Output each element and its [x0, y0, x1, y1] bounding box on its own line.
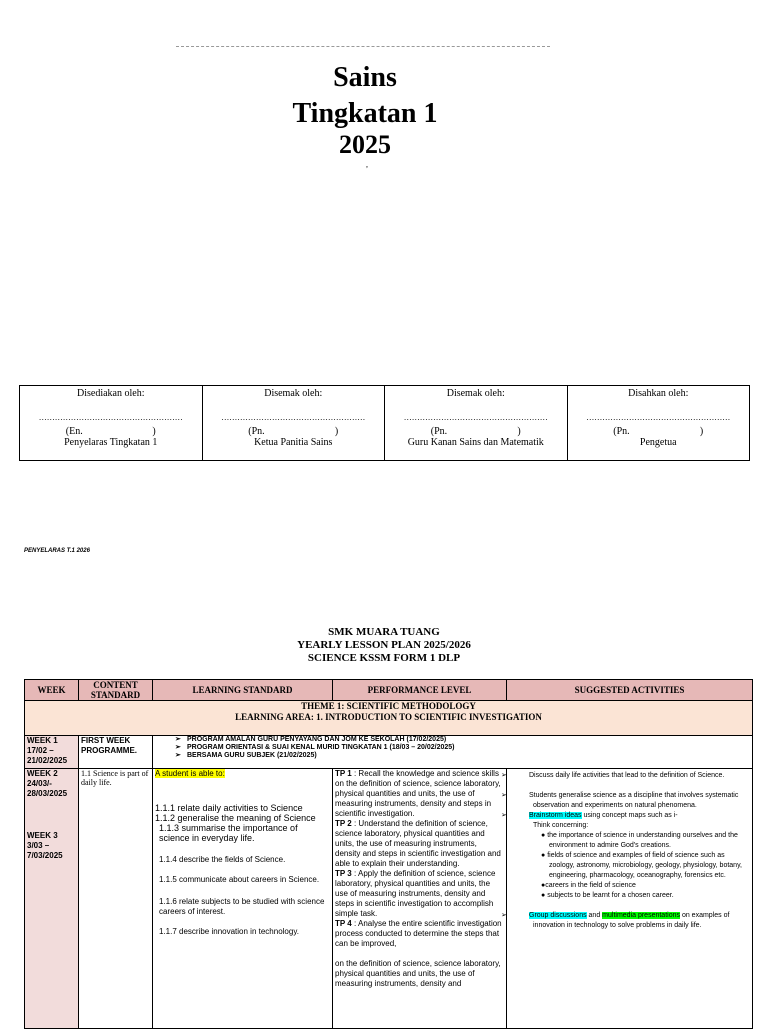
list-item: ➢ PROGRAM ORIENTASI & SUAI KENAL MURID TINGKATAN 1 (18/03 – 20/02/2025) — [175, 744, 455, 751]
signature-cell — [202, 386, 385, 461]
signature-role: Penyelaras Tingkatan 1 — [64, 437, 158, 448]
learning-area: LEARNING AREA: 1. INTRODUCTION TO SCIENTIFIC INVESTIGATION — [235, 712, 542, 722]
signature-label: Disemak oleh: — [446, 388, 505, 399]
list-item: ➢ Brainstorm ideas using concept maps such as i- — [501, 812, 678, 819]
content-standard: 1.1 Science is part of daily life. — [79, 769, 153, 1029]
plan-subject: SCIENCE KSSM FORM 1 DLP — [307, 652, 461, 664]
list-item: ➢ Students generalise science as a discipline that involves systematic observation and experiments on natural phenomena. — [501, 792, 739, 809]
column-header-performance: PERFORMANCE LEVEL — [333, 680, 507, 701]
coordinator-tag: PENYELARAS T.1 2026 — [24, 548, 90, 554]
list-item: ● the importance of science in understanding ourselves and the environment to admire God's creations. — [541, 832, 738, 849]
signature-line: ……………………………………………… — [586, 413, 731, 422]
arrow-bullet-icon: ➢ — [501, 772, 507, 779]
signature-line: ……………………………………………… — [221, 413, 366, 422]
list-item: 1.1.4 describe the fields of Science. — [159, 855, 286, 864]
column-header-learning: LEARNING STANDARD — [153, 680, 333, 701]
list-item: TP 3 : Apply the definition of science, science laboratory, physical quantities and units, the use of measuring instruments, density and steps in scientific investigation to accomplish simple task. — [335, 869, 496, 918]
arrow-bullet-icon: ➢ — [175, 736, 181, 743]
learning-intro: A student is able to: — [155, 769, 225, 778]
name-suffix: ) — [152, 426, 156, 437]
cover-subject: Sains — [333, 62, 397, 93]
arrow-bullet-icon: ➢ — [175, 752, 181, 759]
list-item: ● subjects to be learnt for a chosen career. — [541, 892, 674, 899]
week-cell — [25, 769, 79, 1029]
arrow-bullet-icon: ➢ — [501, 912, 507, 919]
learning-standards — [153, 769, 333, 1029]
signature-line: ……………………………………………… — [403, 413, 548, 422]
theme-banner — [25, 701, 753, 736]
name-prefix: (Pn. — [248, 426, 265, 437]
cover-year: 2025 — [339, 130, 391, 159]
arrow-bullet-icon: ➢ — [501, 812, 507, 819]
school-name: SMK MUARA TUANG — [328, 626, 440, 638]
name-prefix: (Pn. — [613, 426, 630, 437]
signature-line: ……………………………………………… — [38, 413, 183, 422]
signature-cell — [20, 386, 203, 461]
list-item: TP 2 : Understand the definition of science, science laboratory, physical quantities and units, the use of measuring instruments, density and steps in scientific investigation and able to explain their understanding. — [335, 819, 501, 868]
signature-label: Disahkan oleh: — [628, 388, 689, 399]
signature-cell — [385, 386, 568, 461]
week-cell: WEEK 1 17/02 – 21/02/2025 — [25, 736, 79, 769]
arrow-bullet-icon: ➢ — [175, 744, 181, 751]
programme-list — [153, 736, 753, 769]
week-3-label: WEEK 3 3/03 – 7/03/2025 — [27, 831, 63, 860]
list-item: 1.1.2 generalise the meaning of Science — [155, 813, 316, 823]
list-item: ➢ PROGRAM AMALAN GURU PENYAYANG DAN JOM KE SEKOLAH (17/02/2025) — [175, 736, 447, 743]
list-item: ●careers in the field of science — [541, 882, 636, 889]
column-header-activities: SUGGESTED ACTIVITIES — [507, 680, 753, 701]
name-suffix: ) — [699, 426, 704, 437]
list-item: ➢ BERSAMA GURU SUBJEK (21/02/2025) — [175, 752, 317, 759]
list-item: TP 1 : Recall the knowledge and science skills on the definition of science, science laboratory, physical quantities and units, the use of measuring instruments, density and steps in scientific investigation. — [335, 769, 501, 818]
plan-title: YEARLY LESSON PLAN 2025/2026 — [297, 639, 471, 651]
signature-label: Disediakan oleh: — [77, 388, 145, 399]
lesson-plan-table — [24, 679, 753, 1029]
theme-title: THEME 1: SCIENTIFIC METHODOLOGY — [301, 701, 476, 711]
list-item: ➢ Group discussions and multimedia presentations on examples of innovation in technology to solve problems in daily life. — [501, 912, 730, 929]
signature-label: Disemak oleh: — [264, 388, 323, 399]
week-2-label: WEEK 2 24/03/- 28/03/2025 — [27, 769, 68, 798]
arrow-bullet-icon: ➢ — [501, 792, 507, 799]
signature-role: Guru Kanan Sains dan Matematik — [407, 437, 544, 448]
list-item: ➢ Discuss daily life activities that lead to the definition of Science. — [501, 772, 725, 779]
think-label: Think concerning: — [533, 822, 589, 829]
content-standard: FIRST WEEK PROGRAMME. — [79, 736, 153, 769]
performance-levels — [333, 769, 507, 1029]
list-item: TP 4 : Analyse the entire scientific investigation process conducted to determine the steps that can be improved, — [335, 919, 502, 948]
signature-table — [19, 385, 750, 461]
signature-role: Pengetua — [639, 437, 677, 448]
column-header-content: CONTENT STANDARD — [79, 680, 153, 701]
name-prefix: (Pn. — [430, 426, 448, 437]
list-item: 1.1.3 summarise the importance of science in everyday life. — [159, 823, 298, 843]
signature-role: Ketua Panitia Sains — [254, 437, 333, 448]
cover-top-rule — [176, 46, 550, 50]
list-item: on the definition of science, science laboratory, physical quantities and units, the use of measuring instruments, density and — [335, 959, 501, 988]
list-item: 1.1.1 relate daily activities to Science — [155, 803, 303, 813]
list-item: ● fields of science and examples of field of science such as zoology, astronomy, microbiology, geology, physiology, botany, engineering, pharmacology, oceanography, forensics etc. — [541, 852, 742, 879]
name-prefix: (En. — [65, 426, 83, 437]
suggested-activities — [501, 769, 753, 1029]
signature-cell — [567, 386, 750, 461]
name-suffix: ) — [334, 426, 339, 437]
column-header-week: WEEK — [25, 680, 79, 701]
cover-mark: , — [366, 160, 368, 169]
name-suffix: ) — [517, 426, 521, 437]
list-item: 1.1.6 relate subjects to be studied with science careers of interest. — [159, 897, 325, 916]
list-item: 1.1.7 describe innovation in technology. — [159, 927, 299, 936]
cover-form: Tingkatan 1 — [292, 98, 438, 129]
list-item: 1.1.5 communicate about careers in Science. — [159, 875, 320, 884]
